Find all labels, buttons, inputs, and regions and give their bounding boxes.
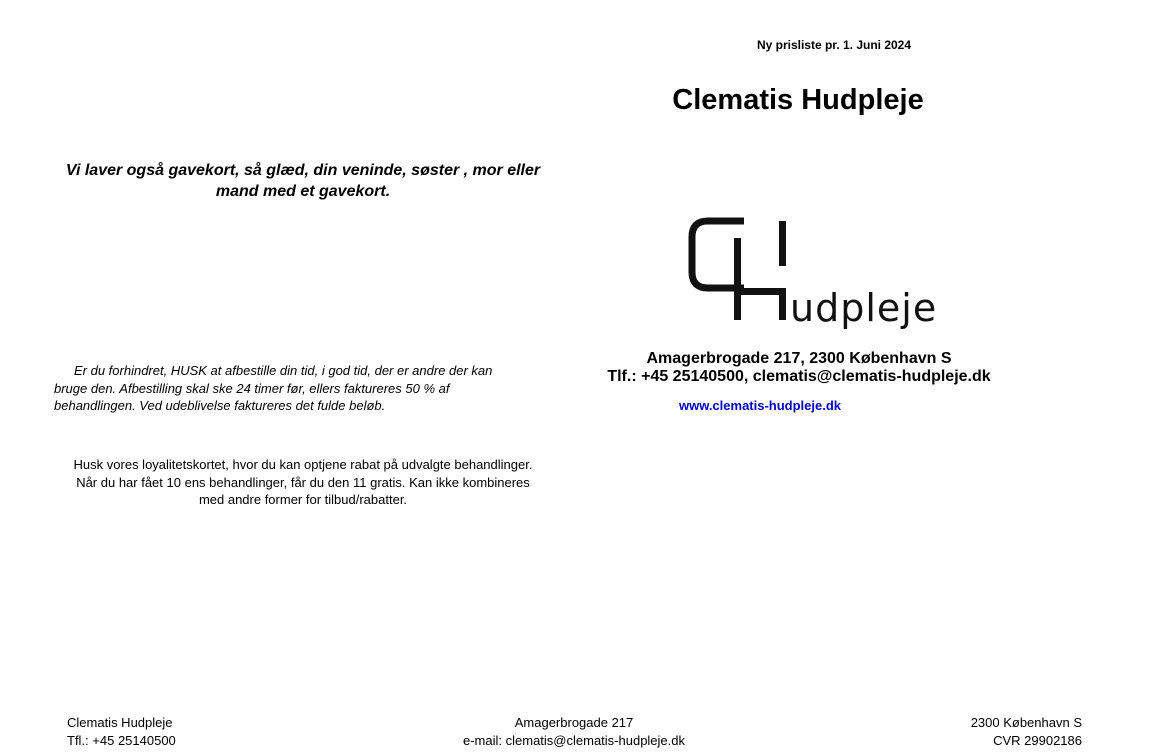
logo-h-left-stem — [734, 238, 741, 320]
contact-block — [580, 350, 1018, 386]
cancellation-line-3: behandlingen. Ved udeblivelse faktureres det fulde beløb. — [54, 398, 386, 413]
footer-right — [880, 714, 1082, 750]
cancellation-policy — [54, 362, 524, 415]
gift-card-line-2: mand med et gavekort. — [215, 183, 391, 200]
footer-center — [424, 714, 724, 750]
gift-card-line-1: Vi laver også gavekort, så glæd, din veninde, søster , mor eller — [65, 162, 541, 179]
price-list-note: Ny prisliste pr. 1. Juni 2024 — [756, 38, 912, 52]
footer-email: e-mail: clematis@clematis-hudpleje.dk — [463, 733, 685, 748]
footer-street: Amagerbrogade 217 — [514, 715, 634, 730]
address-line: Amagerbrogade 217, 2300 København S — [646, 350, 952, 367]
logo — [686, 210, 986, 330]
footer-left — [67, 714, 267, 750]
logo-graphic — [686, 210, 986, 330]
cancellation-line-1: Er du forhindret, HUSK at afbestille din tid, i god tid, der er andre der kan — [74, 363, 493, 378]
footer-phone: Tfl.: +45 25140500 — [67, 733, 176, 748]
gift-card-notice — [48, 160, 558, 202]
loyalty-card-notice — [54, 456, 552, 509]
phone-email-line: Tlf.: +45 25140500, clematis@clematis-hudpleje.dk — [607, 368, 991, 385]
logo-h-right-leg — [779, 288, 786, 320]
loyalty-line-2: Når du har fået 10 ens behandlinger, får du den 11 gratis. Kan ikke kombineres — [76, 474, 530, 490]
loyalty-line-3: med andre former for tilbud/rabatter. — [198, 492, 408, 507]
footer-company-name: Clematis Hudpleje — [67, 715, 173, 730]
loyalty-line-1: Husk vores loyalitetskortet, hvor du kan optjene rabat på udvalgte behandlinger. — [73, 457, 533, 472]
logo-wordmark: udpleje — [790, 286, 938, 330]
page-title: Clematis Hudpleje — [672, 84, 924, 116]
logo-h-right-stem — [779, 221, 786, 266]
website-link[interactable]: www.clematis-hudpleje.dk — [678, 398, 842, 413]
cancellation-line-2: bruge den. Afbestilling skal ske 24 timer før, ellers faktureres 50 % af — [54, 380, 450, 396]
footer-cvr: CVR 29902186 — [993, 733, 1082, 748]
logo-h-crossbar — [734, 288, 779, 295]
footer-city: 2300 København S — [970, 715, 1082, 730]
